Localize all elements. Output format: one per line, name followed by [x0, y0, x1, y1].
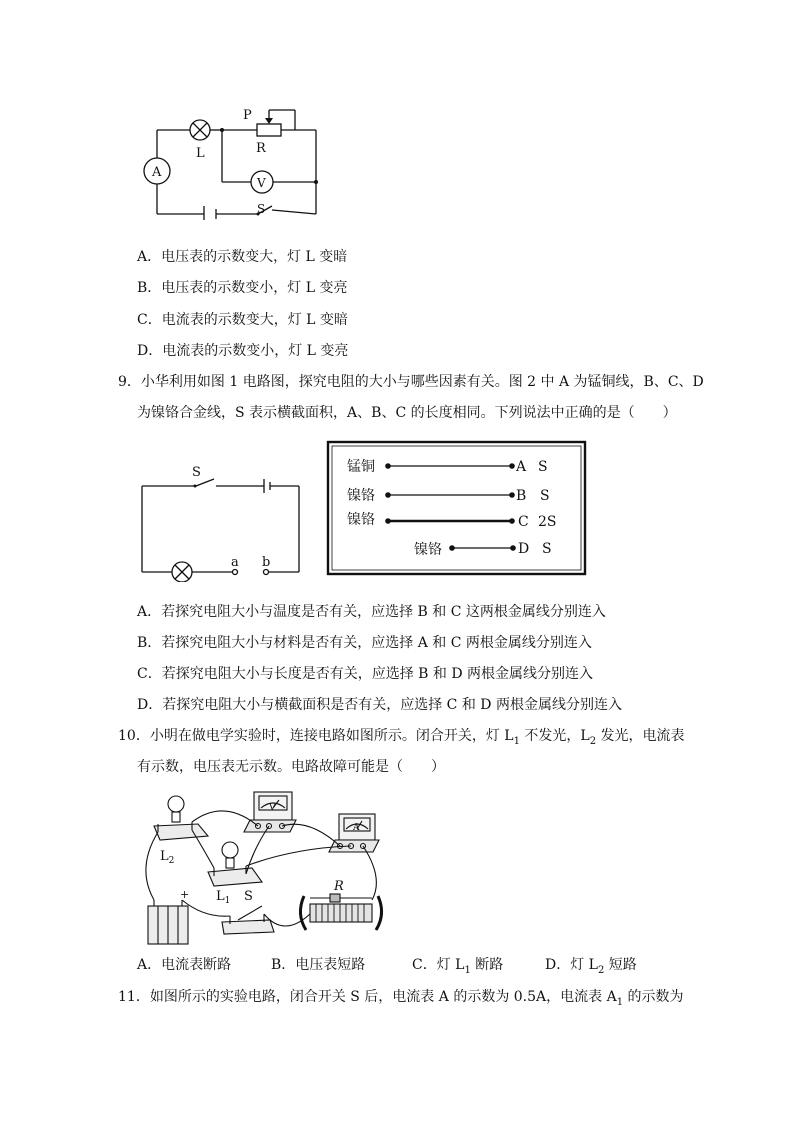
q10-option-b[interactable]: B．电压表短路: [271, 957, 366, 973]
q10-physical-circuit: [134, 788, 396, 948]
q10-rheostat-label: R: [334, 879, 344, 894]
q9-figure2-wire-board: [326, 440, 588, 578]
q10-voltmeter-label: V: [269, 803, 276, 813]
wire-c-letter: C: [518, 514, 529, 530]
q11-stem-line1: 11．如图所示的实验电路，闭合开关 S 后，电流表 A 的示数为 0.5A，电流表 $A_1$ 的示数为: [118, 989, 684, 1008]
wire-b-letter: B: [516, 488, 527, 504]
q10-switch-label: S: [244, 889, 253, 904]
wire-d-letter: D: [518, 541, 530, 557]
wire-c-material: 镍铬: [347, 512, 375, 528]
ammeter-label: A: [152, 165, 162, 180]
q8-option-c[interactable]: C．电流表的示数变大，灯 L 变暗: [137, 312, 348, 328]
fig1-terminal-b-label: b: [262, 555, 271, 570]
q8-circuit-diagram: [130, 100, 340, 220]
q10-option-c[interactable]: C．灯 $L_1$ 断路: [412, 957, 504, 976]
q10-option-d[interactable]: D．灯 $L_2$ 短路: [545, 957, 637, 976]
q10-lamp-l2-label: $L_2$: [160, 849, 175, 866]
q9-option-a[interactable]: A．若探究电阻大小与温度是否有关，应选择 B 和 C 这两根金属线分别连入: [137, 604, 606, 620]
q8-option-b[interactable]: B．电压表的示数变小，灯 L 变亮: [137, 280, 348, 296]
wire-b-material: 镍铬: [347, 488, 375, 504]
q8-option-a[interactable]: A．电压表的示数变大，灯 L 变暗: [137, 249, 348, 265]
q9-stem-line1: 9．小华利用如图 1 电路图，探究电阻的大小与哪些因素有关。图 2 中 A 为锰铜线，B、C、D: [118, 374, 704, 390]
wire-a-area: S: [538, 459, 548, 475]
q8-option-d[interactable]: D．电流表的示数变小，灯 L 变亮: [137, 343, 349, 359]
wire-a-letter: A: [516, 459, 527, 475]
q9-figure1-circuit: [136, 462, 306, 582]
voltmeter-label: V: [257, 176, 266, 190]
q10-ammeter-label: A: [353, 823, 360, 833]
wire-d-material: 镍铬: [414, 542, 442, 558]
switch-label: S: [257, 202, 266, 216]
q10-stem-line2: 有示数，电压表无示数。电路故障可能是（ ）: [137, 759, 445, 775]
q10-lamp-l1-label: $L_1$: [216, 889, 231, 906]
lamp-label: L: [196, 146, 205, 161]
wire-c-area: 2S: [538, 514, 557, 530]
rheostat-slider-label: P: [243, 108, 252, 123]
wire-b-area: S: [540, 488, 550, 504]
fig1-switch-label: S: [192, 465, 201, 480]
q10-stem-line1: 10．小明在做电学实验时，连接电路如图所示。闭合开关，灯 $L_1$ 不发光，$L_2$ 发光，电流表: [118, 728, 685, 747]
q10-option-a[interactable]: A．电流表断路: [137, 957, 232, 973]
wire-a-material: 锰铜: [347, 459, 375, 475]
q9-stem-line2: 为镍铬合金线，S 表示横截面积，A、B、C 的长度相同。下列说法中正确的是（ ）: [137, 405, 677, 421]
q9-option-d[interactable]: D．若探究电阻大小与横截面积是否有关，应选择 C 和 D 两根金属线分别连入: [137, 697, 622, 713]
q9-option-c[interactable]: C．若探究电阻大小与长度是否有关，应选择 B 和 D 两根金属线分别连入: [137, 666, 594, 682]
wire-d-area: S: [542, 541, 552, 557]
q10-battery-plus-label: +: [180, 888, 190, 901]
q9-option-b[interactable]: B．若探究电阻大小与材料是否有关，应选择 A 和 C 两根金属线分别连入: [137, 635, 592, 651]
fig1-terminal-a-label: a: [231, 555, 239, 570]
rheostat-label: R: [256, 141, 266, 156]
